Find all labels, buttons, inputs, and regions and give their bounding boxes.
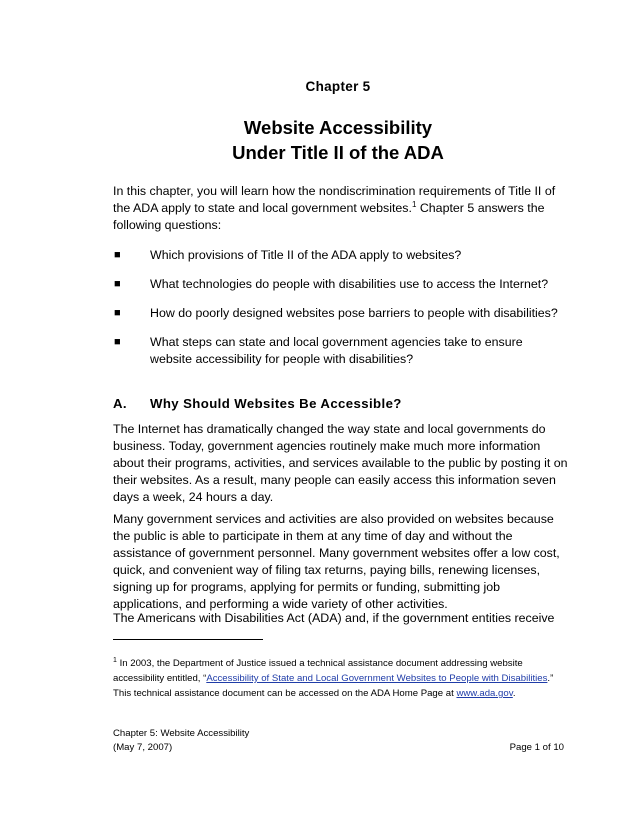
square-bullet-icon: ■: [114, 249, 121, 261]
intro-text-a: In this chapter, you will learn how the nondiscrimination requirements of Title II of the ADA apply to state and local government websites.: [113, 184, 556, 215]
footnote-link-ada[interactable]: www.ada.gov: [456, 688, 513, 699]
square-bullet-icon: ■: [114, 336, 121, 348]
footnote-link-document[interactable]: Accessibility of State and Local Government Websites to People with Disabilities: [206, 673, 548, 684]
page-title: [0, 115, 638, 165]
list-item: [113, 305, 568, 322]
page-footer: [113, 727, 249, 755]
footnote-text-a: In 2003, the Department of Justice issued a technical assistance document addressing website accessibility entitled, “: [113, 658, 523, 684]
list-item-text: How do poorly designed websites pose barriers to people with disabilities?: [150, 306, 558, 320]
body-paragraph-1: The Internet has dramatically changed the way state and local governments do business. Today, government agencies routinely make much more information about their programs, activities, and services available to the public by posting it on their websites. As a result, many people can easily access this information seven days a week, 24 hours a day.: [113, 422, 568, 504]
section-letter: A.: [113, 396, 127, 411]
intro-text-b: Chapter 5 answers the following questions:: [113, 201, 545, 232]
question-list: [113, 247, 568, 380]
chapter-label: Chapter 5: [305, 79, 371, 94]
footer-chapter: Chapter 5: Website Accessibility: [113, 728, 250, 739]
square-bullet-icon: ■: [114, 278, 121, 290]
list-item-text: What technologies do people with disabilities use to access the Internet?: [150, 277, 549, 291]
list-item-text: What steps can state and local government agencies take to ensure website accessibility for people with disabilities?: [150, 335, 523, 366]
footnote-number: 1: [113, 656, 117, 664]
footnote: [113, 656, 568, 701]
list-item: [113, 276, 568, 293]
footnote-ref[interactable]: 1: [411, 199, 417, 209]
page-number: Page 1 of 10: [509, 742, 564, 753]
title-line-2: Under Title II of the ADA: [232, 142, 444, 163]
list-item-text: Which provisions of Title II of the ADA apply to websites?: [150, 248, 462, 262]
footer-date: (May 7, 2007): [113, 742, 173, 753]
footnote-text-b: .” This technical assistance document can be accessed on the ADA Home Page at: [113, 673, 554, 699]
section-heading: [113, 396, 402, 411]
section-heading-text: Why Should Websites Be Accessible?: [150, 396, 402, 411]
square-bullet-icon: ■: [114, 307, 121, 319]
body-paragraph-2: Many government services and activities are also provided on websites because the public is able to participate in them at any time of day and without the assistance of government personnel. Many government websites offer a low cost, quick, and convenient way of filing tax returns, paying bills, renewing licenses, signing up for programs, applying for permits or funding, submitting job applications, and performing a wide variety of other activities.: [113, 512, 560, 611]
intro-paragraph: [113, 183, 568, 234]
footnote-text-c: .: [512, 688, 516, 699]
footnote-divider: [113, 639, 263, 640]
list-item: [113, 247, 568, 264]
body-paragraph-3: The Americans with Disabilities Act (ADA) and, if the government entities receive: [113, 611, 555, 625]
list-item: [113, 334, 568, 368]
title-line-1: Website Accessibility: [243, 117, 433, 138]
